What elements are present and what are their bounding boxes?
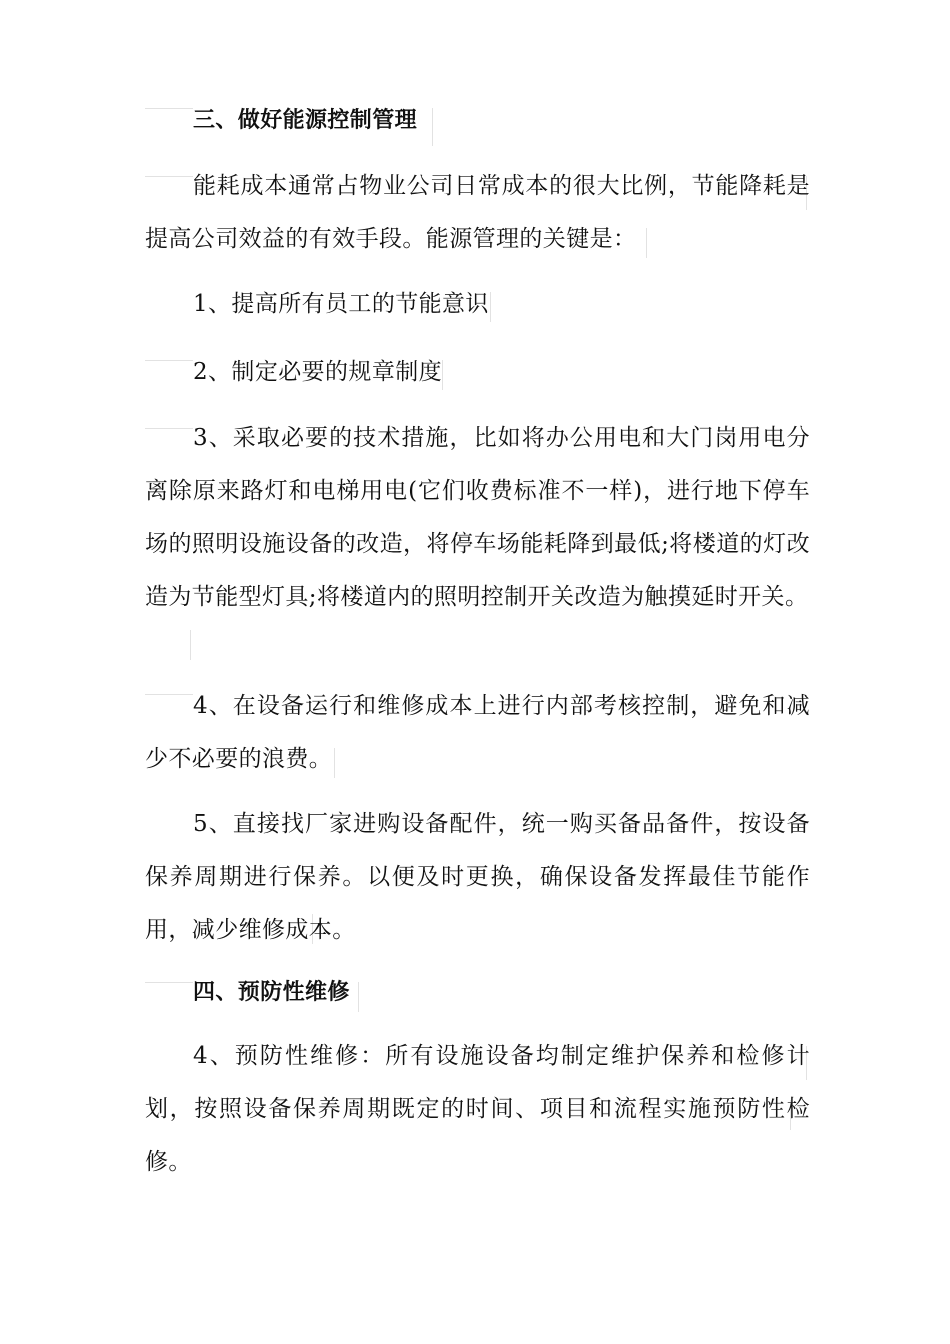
- list-item-3: 3、采取必要的技术措施，比如将办公用电和大门岗用电分离除原来路灯和电梯用电(它们收费标准不一样)，进行地下停车场的照明设施设备的改造，将停车场能耗降到最低;将楼道的灯改造为节能型灯具;将楼道内的照明控制开关改造为触摸延时开关。: [145, 425, 810, 610]
- list-item-2: 2、制定必要的规章制度: [193, 359, 443, 385]
- list-item-4: 4、在设备运行和维修成本上进行内部考核控制，避免和减少不必要的浪费。: [145, 693, 810, 772]
- list-item-5: 5、直接找厂家进购设备配件，统一购买备品备件，按设备保养周期进行保养。以便及时更换，确保设备发挥最佳节能作用，减少维修成本。: [145, 811, 810, 943]
- paragraph-preventive-maintenance: 4、预防性维修：所有设施设备均制定维护保养和检修计划，按照设备保养周期既定的时间、项目和流程实施预防性检修。: [145, 1043, 810, 1175]
- paragraph-energy-intro: 能耗成本通常占物业公司日常成本的很大比例，节能降耗是提高公司效益的有效手段。能源管理的关键是：: [145, 173, 810, 252]
- cell-rule: [190, 630, 191, 660]
- list-item-1: 1、提高所有员工的节能意识: [193, 291, 489, 317]
- section-heading-maintenance: 四、预防性维修: [193, 980, 350, 1005]
- section-heading-energy: 三、做好能源控制管理: [193, 108, 418, 133]
